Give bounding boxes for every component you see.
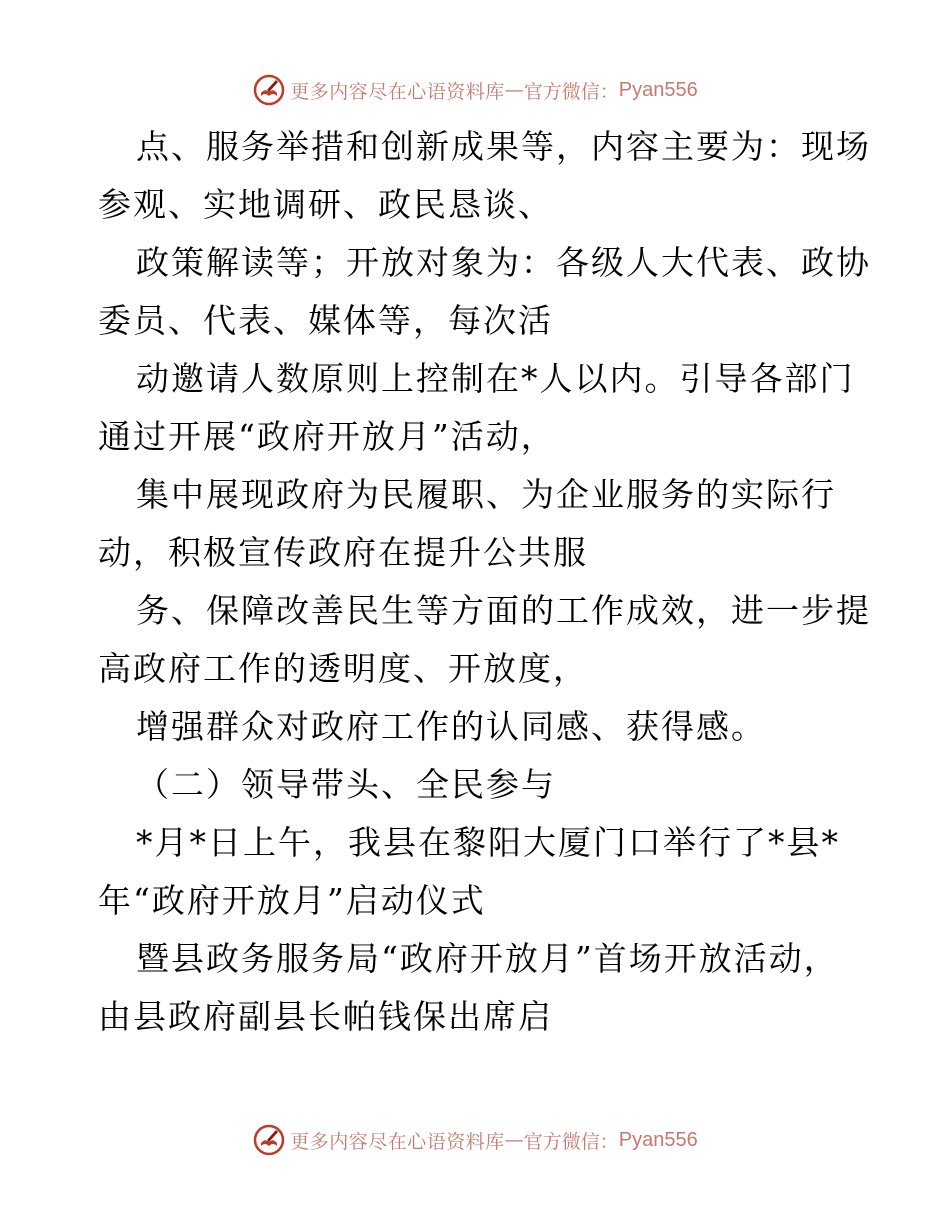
text-line: 暨县政务服务局“政府开放月”首场开放活动， [136, 939, 839, 978]
text-line: 委员、代表、媒体等，每次活 [98, 301, 553, 340]
watermark-wechat-id: Pyan556 [618, 78, 698, 101]
book-pen-logo-icon [252, 73, 286, 107]
text-line: *月*日上午，我县在黎阳大厦门口举行了*县* [136, 823, 840, 862]
watermark-wechat-label: 官方微信： [523, 80, 619, 103]
watermark-main-text: 更多内容尽在心语资料库 [290, 1130, 505, 1153]
watermark-header [0, 70, 950, 110]
text-line: 政策解读等；开放对象为：各级人大代表、政协 [136, 243, 871, 282]
book-pen-logo-icon [252, 1123, 286, 1157]
watermark-footer [0, 1120, 950, 1160]
section-heading: （二）领导带头、全民参与 [136, 765, 556, 804]
watermark-main-text: 更多内容尽在心语资料库 [290, 80, 505, 103]
text-line: 集中展现政府为民履职、为企业服务的实际行 [136, 475, 836, 514]
text-line: 通过开展“政府开放月”活动， [98, 417, 556, 456]
text-line: 动邀请人数原则上控制在*人以内。引导各部门 [136, 359, 855, 398]
watermark-wechat-id: Pyan556 [618, 1128, 698, 1151]
watermark-wechat-label: 官方微信： [523, 1130, 619, 1153]
text-line: 年“政府开放月”启动仪式 [98, 881, 486, 920]
text-line: 高政府工作的透明度、开放度， [98, 649, 588, 688]
watermark-dash: — [504, 79, 524, 101]
text-line: 参观、实地调研、政民恳谈、 [98, 185, 553, 224]
text-line: 点、服务举措和创新成果等，内容主要为：现场 [136, 127, 871, 166]
text-line: 由县政府副县长帕钱保出席启 [98, 997, 553, 1036]
text-line: 务、保障改善民生等方面的工作成效，进一步提 [136, 591, 871, 630]
text-line: 增强群众对政府工作的认同感、获得感。 [136, 707, 766, 746]
text-line: 动，积极宣传政府在提升公共服 [98, 533, 588, 572]
watermark-dash: — [504, 1129, 524, 1151]
document-body [98, 118, 871, 1046]
